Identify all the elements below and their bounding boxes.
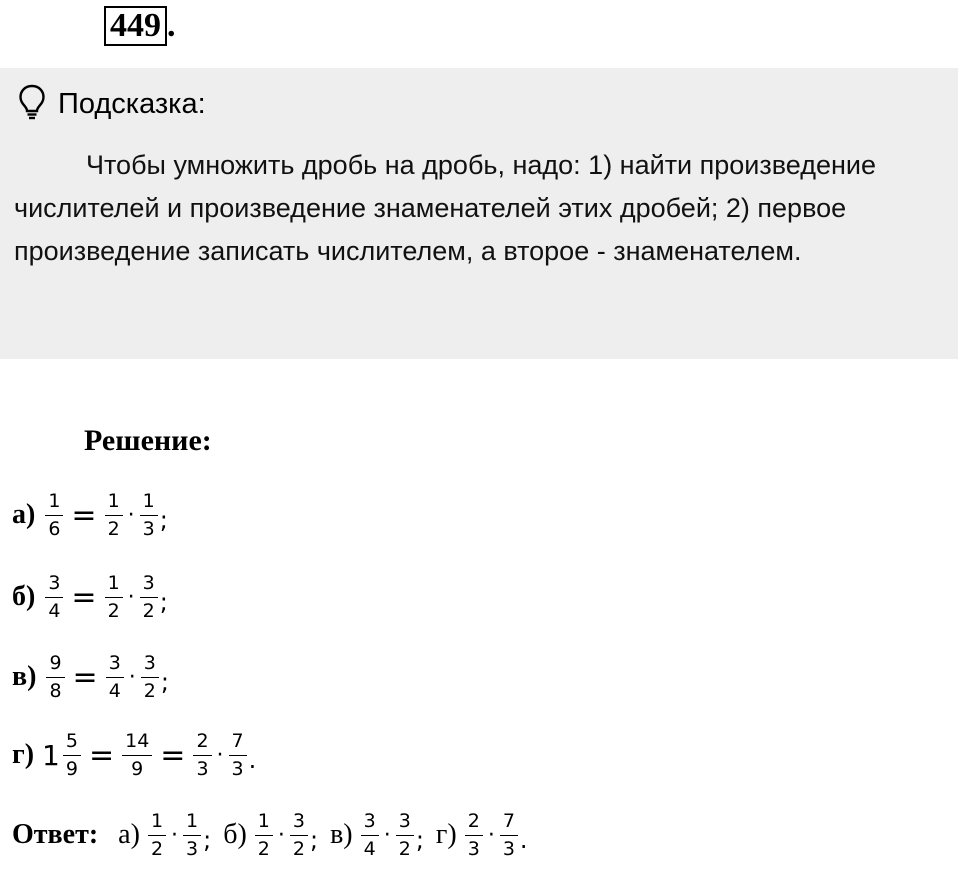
multiply-dot: · [171, 822, 179, 848]
numerator: 2 [465, 810, 483, 836]
denominator: 2 [292, 837, 305, 860]
multiply-dot: · [383, 822, 391, 848]
line-label: в) [12, 661, 37, 692]
equals-sign: = [71, 579, 97, 615]
solution-line-v [12, 646, 169, 708]
fraction [183, 810, 201, 861]
task-number [104, 6, 176, 46]
numerator: 1 [45, 490, 63, 516]
multiply-dot: · [216, 742, 224, 768]
multiply-dot: · [127, 502, 135, 528]
mixed-whole-part: 1 [42, 738, 60, 772]
equals-sign: = [160, 737, 186, 773]
hint-box [0, 68, 958, 359]
numerator: 1 [183, 810, 201, 836]
denominator: 2 [398, 837, 411, 860]
line-end: . [248, 746, 257, 774]
fraction [396, 810, 414, 861]
fraction [140, 490, 158, 541]
answer-item-end: . [519, 826, 528, 854]
answer-item-label: б) [223, 819, 247, 850]
numerator: 7 [500, 810, 518, 836]
equals-sign: = [88, 737, 115, 773]
numerator: 3 [290, 810, 308, 836]
numerator: 1 [105, 490, 123, 516]
answer-item-end: ; [309, 826, 319, 854]
multiply-dot: · [487, 822, 495, 848]
denominator: 3 [142, 517, 155, 540]
line-label: а) [12, 499, 36, 530]
fraction [465, 810, 483, 861]
multiply-dot: · [277, 822, 285, 848]
solution-line-b [12, 566, 168, 628]
line-end: ; [159, 506, 168, 534]
lightbulb-icon [18, 84, 46, 125]
denominator: 4 [108, 679, 121, 702]
fraction [46, 652, 64, 703]
denominator: 6 [48, 517, 61, 540]
answer-item-label: в) [330, 819, 353, 850]
fraction [105, 490, 123, 541]
numerator: 3 [396, 810, 414, 836]
equals-sign: = [71, 497, 97, 533]
task-number-box: 449 [104, 6, 167, 46]
hint-title: Подсказка: [58, 87, 206, 120]
multiply-dot: · [127, 584, 135, 610]
line-end: ; [160, 668, 169, 696]
equals-sign: = [72, 659, 98, 695]
fraction [140, 572, 158, 623]
numerator: 5 [63, 730, 81, 756]
denominator: 2 [142, 599, 155, 622]
denominator: 9 [131, 757, 144, 780]
numerator: 9 [46, 652, 64, 678]
numerator: 3 [106, 652, 124, 678]
fraction [229, 730, 247, 781]
task-number-suffix: . [167, 7, 176, 44]
solution-line-a [12, 484, 168, 546]
fraction [290, 810, 308, 861]
numerator: 3 [140, 572, 158, 598]
answer-item-end: ; [415, 826, 424, 854]
denominator: 3 [196, 757, 209, 780]
numerator: 1 [148, 810, 166, 836]
answer-item-label: а) [118, 819, 140, 850]
denominator: 2 [257, 837, 270, 860]
answer-item-label: г) [435, 819, 457, 850]
fraction [45, 490, 63, 541]
fraction [255, 810, 273, 861]
line-label: г) [12, 739, 35, 770]
fraction [141, 652, 159, 703]
answer-item-end: ; [203, 826, 212, 854]
denominator: 9 [65, 757, 78, 780]
denominator: 4 [48, 599, 61, 622]
numerator: 3 [45, 572, 63, 598]
numerator: 1 [255, 810, 273, 836]
line-end: ; [159, 588, 168, 616]
fraction [63, 730, 81, 781]
hint-text: Чтобы умножить дробь на дробь, надо: 1) найти произведение числителей и произведение знаменателей этих дробей; 2) первое произведение записать числителем, а второе - знаменателем. [14, 150, 877, 266]
denominator: 8 [49, 679, 62, 702]
denominator: 2 [150, 837, 164, 860]
numerator: 1 [140, 490, 158, 516]
numerator: 3 [361, 810, 379, 836]
fraction [193, 730, 211, 781]
fraction [361, 810, 379, 861]
answer-line [12, 804, 528, 866]
denominator: 3 [186, 837, 199, 860]
solution-line-g [12, 724, 256, 786]
fraction [106, 652, 124, 703]
fraction [122, 730, 152, 781]
denominator: 3 [231, 757, 244, 780]
solution-title: Решение: [84, 424, 212, 457]
denominator: 2 [107, 517, 120, 540]
hint-header [18, 84, 206, 124]
fraction [105, 572, 123, 623]
fraction [45, 572, 63, 623]
numerator: 3 [141, 652, 159, 678]
fraction [500, 810, 518, 861]
denominator: 2 [107, 599, 120, 622]
numerator: 2 [193, 730, 211, 756]
line-label: б) [12, 581, 36, 612]
numerator: 1 [105, 572, 123, 598]
fraction [148, 810, 166, 861]
numerator: 14 [122, 730, 152, 756]
multiply-dot: · [128, 664, 136, 690]
denominator: 4 [363, 837, 376, 860]
numerator: 7 [229, 730, 247, 756]
denominator: 3 [502, 837, 515, 860]
denominator: 2 [143, 679, 156, 702]
denominator: 3 [467, 837, 480, 860]
answer-label: Ответ: [12, 819, 99, 850]
